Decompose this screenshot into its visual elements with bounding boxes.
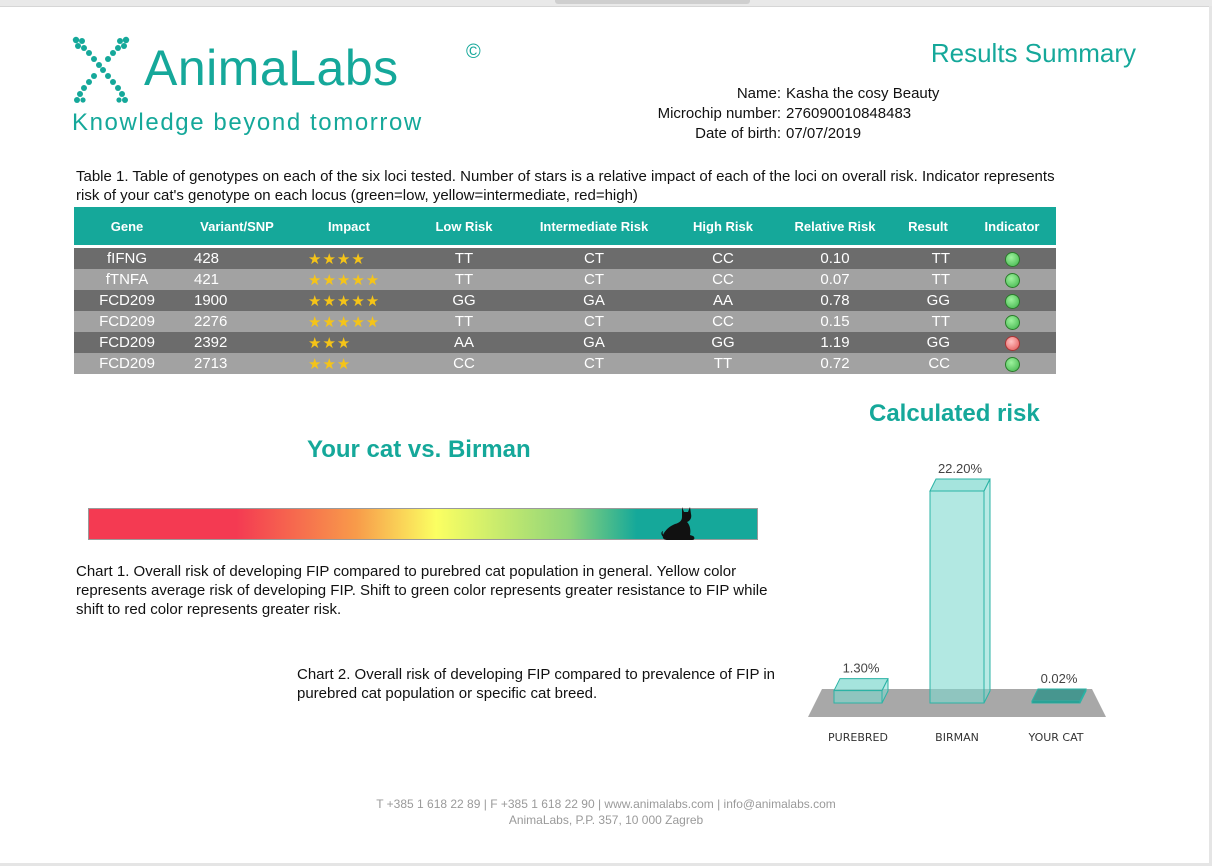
gene-cell: FCD209 [74, 311, 180, 332]
result-cell: TT [888, 269, 968, 290]
dob-label: Date of birth: [695, 125, 781, 142]
indicator-cell [968, 247, 1056, 270]
col-high-risk: High Risk [664, 207, 782, 247]
intermediate-risk-cell: GA [524, 290, 664, 311]
gene-cell: FCD209 [74, 332, 180, 353]
risk-gradient-bar [88, 508, 758, 540]
snp-cell: 2713 [180, 353, 294, 374]
result-cell: GG [888, 290, 968, 311]
indicator-cell [968, 332, 1056, 353]
category-label: BIRMAN [935, 731, 979, 744]
indicator-cell [968, 311, 1056, 332]
table-row [74, 290, 1056, 311]
col-intermediate-risk: Intermediate Risk [524, 207, 664, 247]
high-risk-cell: CC [664, 269, 782, 290]
table-row [74, 353, 1056, 374]
table-header-row [74, 207, 1056, 247]
bar-value-label: 1.30% [842, 660, 880, 676]
table-row [74, 311, 1056, 332]
col-variant: Variant/SNP [180, 207, 294, 247]
high-risk-cell: GG [664, 332, 782, 353]
bar-top [834, 679, 888, 691]
col-relative-risk: Relative Risk [782, 207, 888, 247]
relative-risk-cell: 1.19 [782, 332, 888, 353]
intermediate-risk-cell: CT [524, 311, 664, 332]
indicator-dot-icon [1005, 315, 1020, 330]
relative-risk-cell: 0.72 [782, 353, 888, 374]
snp-cell: 428 [180, 247, 294, 270]
col-impact: Impact [294, 207, 404, 247]
indicator-cell [968, 353, 1056, 374]
pet-name-row [600, 84, 960, 104]
gene-cell: fTNFA [74, 269, 180, 290]
brand-tagline: Knowledge beyond tomorrow [72, 109, 423, 136]
bar-top [1032, 689, 1086, 701]
footer-address: AnimaLabs, P.P. 357, 10 000 Zagreb [508, 813, 704, 827]
low-risk-cell: TT [404, 269, 524, 290]
chart1-title: Your cat vs. Birman [307, 436, 531, 463]
impact-stars: ★★★★★ [294, 311, 404, 332]
col-low-risk: Low Risk [404, 207, 524, 247]
result-cell: CC [888, 353, 968, 374]
category-label: YOUR CAT [1028, 731, 1084, 744]
result-cell: TT [888, 311, 968, 332]
col-indicator: Indicator [968, 207, 1056, 247]
result-cell: GG [888, 332, 968, 353]
high-risk-cell: CC [664, 247, 782, 270]
category-label: PUREBRED [828, 731, 888, 744]
snp-cell: 1900 [180, 290, 294, 311]
impact-stars: ★★★★★ [294, 269, 404, 290]
table-row [74, 247, 1056, 270]
indicator-dot-icon [1005, 273, 1020, 288]
snp-cell: 2392 [180, 332, 294, 353]
chart2-caption: Chart 2. Overall risk of developing FIP compared to prevalence of FIP in purebred cat population or specific cat breed. [297, 666, 776, 702]
indicator-dot-icon [1005, 294, 1020, 309]
indicator-cell [968, 290, 1056, 311]
impact-stars: ★★★★★ [294, 290, 404, 311]
relative-risk-cell: 0.10 [782, 247, 888, 270]
microchip-row [600, 104, 960, 124]
dob-row [600, 124, 960, 144]
impact-stars: ★★★★ [294, 247, 404, 270]
window-drag-handle[interactable] [555, 0, 750, 4]
pet-info [600, 84, 960, 144]
footer [0, 796, 1212, 828]
animalabs-dna-logo-icon [70, 36, 132, 104]
intermediate-risk-cell: GA [524, 332, 664, 353]
indicator-cell [968, 269, 1056, 290]
table-row [74, 269, 1056, 290]
indicator-dot-icon [1005, 252, 1020, 267]
pet-name-value: Kasha the cosy Beauty [786, 85, 940, 102]
indicator-dot-icon [1005, 336, 1020, 351]
low-risk-cell: TT [404, 311, 524, 332]
low-risk-cell: CC [404, 353, 524, 374]
low-risk-cell: TT [404, 247, 524, 270]
gene-cell: fIFNG [74, 247, 180, 270]
bar-value-label: 22.20% [937, 461, 983, 476]
result-cell: TT [888, 247, 968, 270]
bar-value-label: 0.02% [1040, 671, 1078, 686]
col-result: Result [888, 207, 968, 247]
bar [930, 491, 984, 703]
bar-top [930, 479, 990, 491]
bar [1032, 701, 1080, 703]
col-gene: Gene [74, 207, 180, 247]
pet-name-label: Name: [736, 85, 781, 102]
relative-risk-cell: 0.78 [782, 290, 888, 311]
impact-stars: ★★★ [294, 332, 404, 353]
gene-cell: FCD209 [74, 353, 180, 374]
bar [834, 691, 882, 703]
relative-risk-cell: 0.15 [782, 311, 888, 332]
microchip-value: 276090010848483 [786, 105, 912, 122]
high-risk-cell: CC [664, 311, 782, 332]
indicator-dot-icon [1005, 357, 1020, 372]
chart2-title: Calculated risk [869, 400, 1040, 427]
high-risk-cell: AA [664, 290, 782, 311]
relative-risk-cell: 0.07 [782, 269, 888, 290]
page-title: Results Summary [930, 38, 1136, 68]
impact-stars: ★★★ [294, 353, 404, 374]
gene-cell: FCD209 [74, 290, 180, 311]
intermediate-risk-cell: CT [524, 247, 664, 270]
cat-marker-icon [660, 504, 696, 542]
low-risk-cell: AA [404, 332, 524, 353]
snp-cell: 421 [180, 269, 294, 290]
copyright-mark: © [466, 41, 481, 63]
high-risk-cell: TT [664, 353, 782, 374]
low-risk-cell: GG [404, 290, 524, 311]
genotype-table [74, 207, 1056, 374]
intermediate-risk-cell: CT [524, 353, 664, 374]
microchip-label: Microchip number: [657, 105, 781, 122]
bar-side [984, 479, 990, 703]
dob-value: 07/07/2019 [786, 125, 862, 142]
brand-name: AnimaLabs [144, 40, 399, 96]
chart1-caption: Chart 1. Overall risk of developing FIP compared to purebred cat population in general. Yellow color represents average risk of developing FIP. Shift to green color represents greater resistance to FIP while shift to red color represents greater risk. [76, 563, 768, 618]
intermediate-risk-cell: CT [524, 269, 664, 290]
table-row [74, 332, 1056, 353]
table1-caption: Table 1. Table of genotypes on each of the six loci tested. Number of stars is a relative impact of each of the loci on overall risk. Indicator represents risk of your cat's genotype on each locus (green=low, yellow=intermediate, red=high) [76, 168, 1055, 204]
footer-contact: T +385 1 618 22 89 | F +385 1 618 22 90 | www.animalabs.com | info@animalabs.com [376, 797, 836, 811]
calculated-risk-bar-chart [800, 455, 1110, 755]
snp-cell: 2276 [180, 311, 294, 332]
